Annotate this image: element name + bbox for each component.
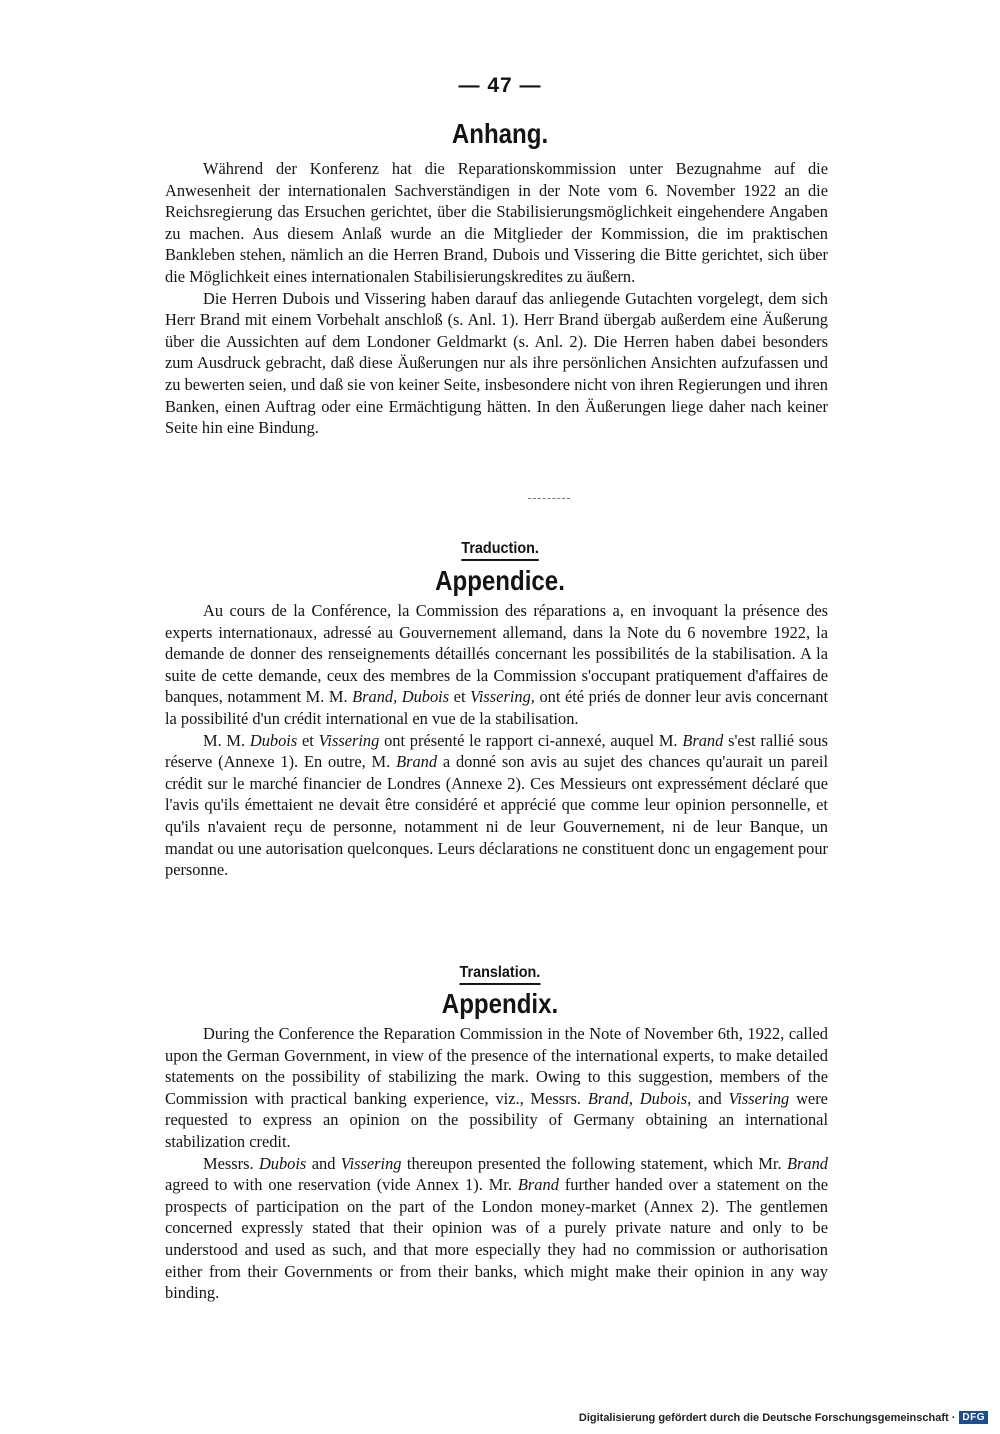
english-heading: Appendix. [441, 988, 559, 1019]
footer-text: Digitalisierung gefördert durch die Deutsche Forschungsgemeinschaft · [578, 1411, 956, 1424]
german-paragraph-2: Die Herren Dubois und Vissering haben darauf das anliegende Gutachten vorgelegt, dem sich Herr Brand mit einem Vorbehalt anschloß (s. Anl. 1). Herr Brand übergab außerdem eine Äußerung über die Aussichten auf dem Londoner Geldmarkt (s. Anl. 2). Die Herren haben dabei besonders zum Ausdruck gebracht, daß diese Äußerungen nur als ihre persönlichen Ansichten aufzufassen und zu bewerten seien, und daß sie von keiner Seite, insbesondere nicht von ihren Regierungen und ihren Banken, einen Auftrag oder eine Ermächtigung hätten. In den Äußerungen liege daher nach keiner Seite hin eine Bindung. [165, 288, 828, 438]
german-paragraph-1: Während der Konferenz hat die Reparationskommission unter Bezugnahme auf die Anwesenheit der internationalen Sachverständigen in der Note vom 6. November 1922 an die Reichsregierung das Ersuchen gerichtet, über die Stabilisierungsmöglichkeit eingehendere Angaben zu machen. Aus diesem Anlaß wurde an die Mitglieder der Kommission, die im praktischen Bankleben stehen, nämlich an die Herren Brand, Dubois und Vissering die Bitte gerichtet, sich über die Möglichkeit eines internationalen Stabilisierungskredites zu äußern. [165, 159, 828, 286]
section-divider [528, 498, 570, 499]
french-section [165, 600, 828, 881]
french-heading: Appendice. [435, 565, 565, 596]
french-paragraph-1: Au cours de la Conférence, la Commission des réparations a, en invoquant la présence des experts internationaux, adressé au Gouvernement allemand, dans la Note du 6 novembre 1922, la demande de donner des renseignements détaillés concernant les possibilités de la stabilisation. A la suite de cette demande, ceux des membres de la Commission s'occupant pratiquement d'affaires de banques, notamment M. M. Brand, Dubois et Vissering, ont été priés de donner leur avis concernant la possibilité d'un crédit international en vue de la stabilisation. [165, 601, 828, 728]
english-paragraph-2: Messrs. Dubois and Vissering thereupon presented the following statement, which Mr. Brand agreed to with one reservation (vide Annex 1). Mr. Brand further handed over a statement on the prospects of participation on the part of the London money-market (Annex 2). The gentlemen concerned expressly stated that their opinion was of a purely private nature and only to be understood and used as such, and that more especially they had no commission or authorisation either from their Governments or from their banks, which might make their opinion in any way binding. [165, 1153, 828, 1303]
footer [579, 1411, 988, 1424]
english-label: Translation. [0, 964, 1000, 985]
german-section [165, 158, 828, 439]
english-paragraph-1: During the Conference the Reparation Commission in the Note of November 6th, 1922, called upon the German Government, in view of the presence of the international experts, to make detailed statements on the possibility of stabilizing the mark. Owing to this suggestion, members of the Commission with practical banking experience, viz., Messrs. Brand, Dubois, and Vissering were requested to express an opinion on the possibility of Germany obtaining an international stabilization credit. [165, 1024, 828, 1151]
french-label: Traduction. [0, 540, 1000, 561]
dfg-logo: DFG [959, 1411, 988, 1424]
page-number: — 47 — [458, 74, 542, 97]
english-section [165, 1023, 828, 1304]
german-heading: Anhang. [451, 118, 549, 149]
french-paragraph-2: M. M. Dubois et Vissering ont présenté le rapport ci-annexé, auquel M. Brand s'est rallié sous réserve (Annexe 1). En outre, M. Brand a donné son avis au sujet des chances qu'aurait un pareil crédit sur le marché financier de Londres (Annexe 2). Ces Messieurs ont expressément déclaré que l'avis qu'ils émettaient ne devait être considéré et apprécié que comme leur opinion personnelle, et qu'ils n'avaient reçu de personne, notamment ni de leur Gouvernement, ni de leur Banque, un mandat ou une autorisation quelconques. Leurs déclarations ne constituent donc un engagement pour personne. [165, 730, 829, 880]
